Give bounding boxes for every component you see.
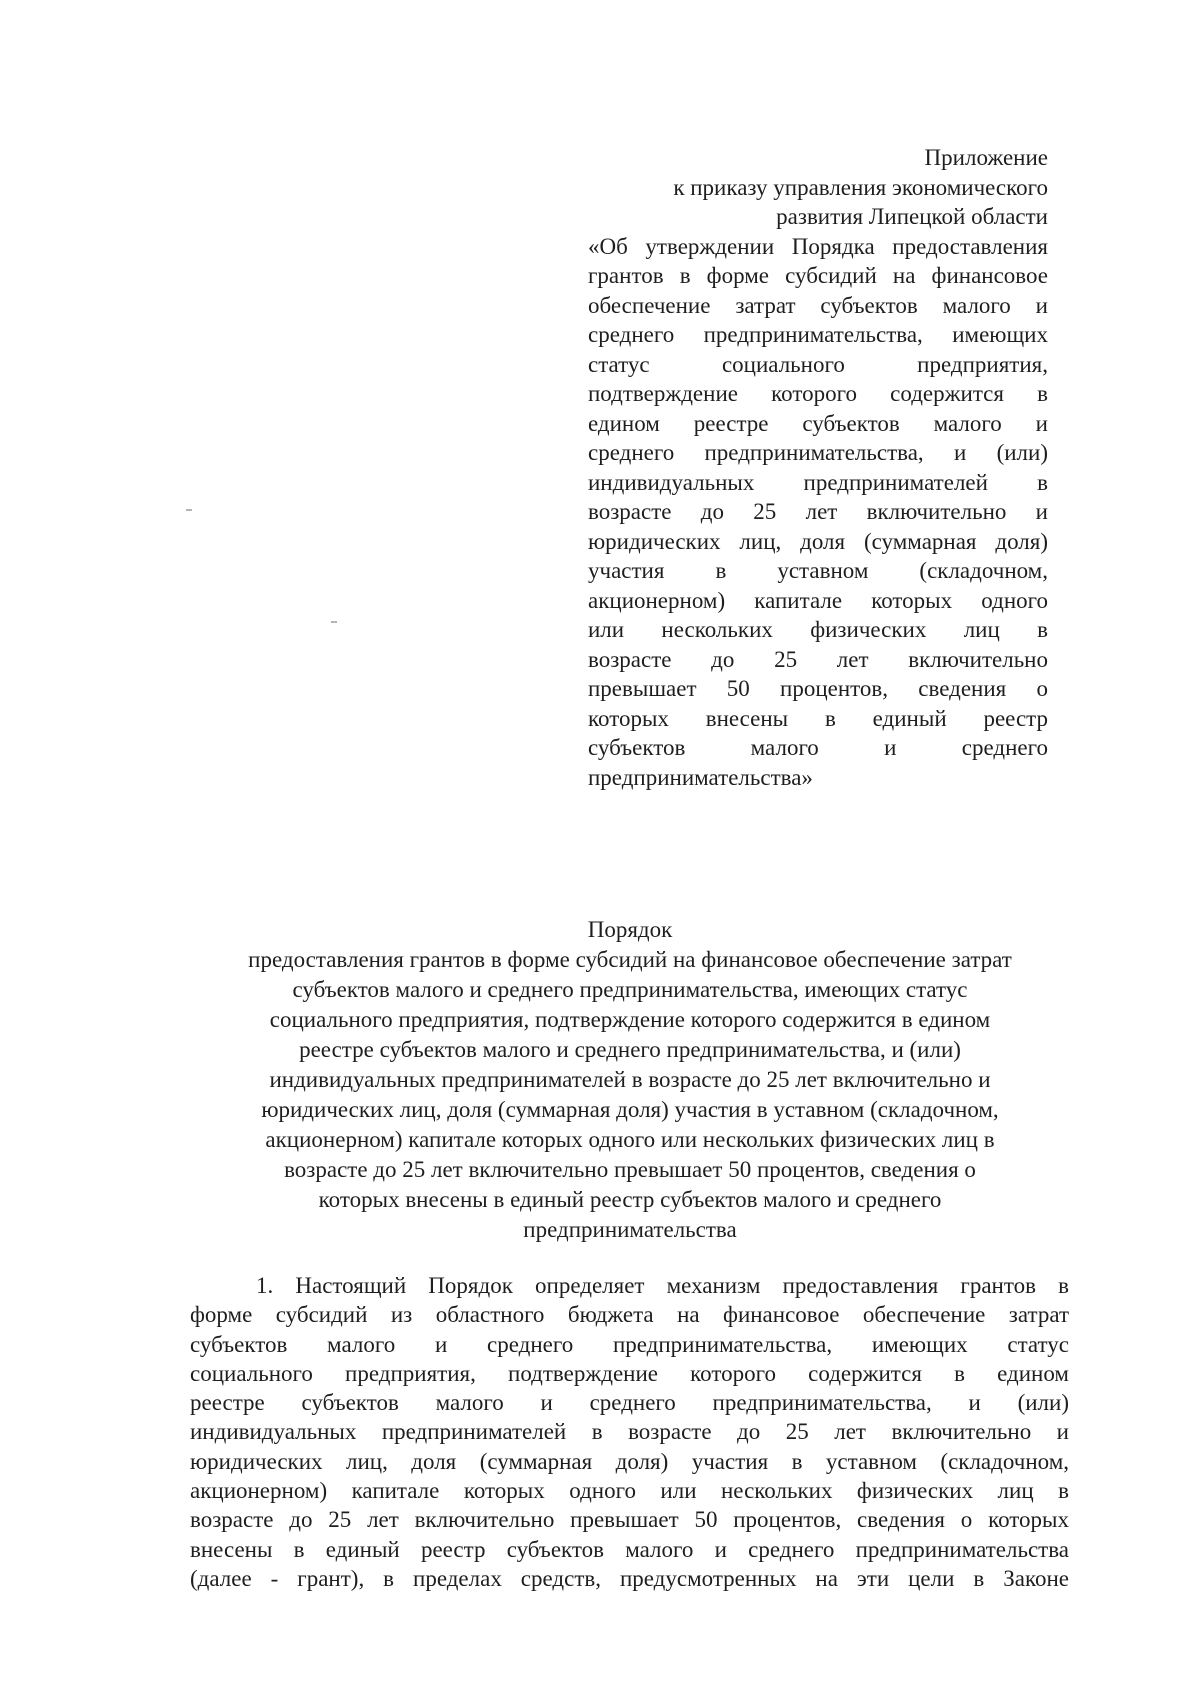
annex-line: статус социального предприятия, xyxy=(588,351,1048,377)
paragraph-line: возрасте до 25 лет включительно превышает 50 процентов, сведения о которых xyxy=(190,1507,1069,1533)
annex-line: превышает 50 процентов, сведения о xyxy=(588,676,1048,701)
paragraph-1 xyxy=(190,1271,1069,1593)
title-line: которых внесены в единый реестр субъектов малого и среднего xyxy=(318,1187,942,1212)
title-line: реестре субъектов малого и среднего предпринимательства, и (или) xyxy=(299,1037,961,1062)
title-line: социального предприятия, подтверждение которого содержится в едином xyxy=(269,1007,991,1032)
paragraph-line: акционерном) капитале которых одного или нескольких физических лиц в xyxy=(190,1478,1069,1504)
annex-line: субъектов малого и среднего xyxy=(588,735,1048,760)
title-line: предпринимательства xyxy=(523,1217,737,1242)
annex-heading: Приложение xyxy=(924,145,1048,170)
annex-line: участия в уставном (складочном, xyxy=(588,558,1048,583)
title-line: возрасте до 25 лет включительно превышает 50 процентов, сведения о xyxy=(284,1157,976,1182)
paragraph-line: (далее - грант), в пределах средств, предусмотренных на эти цели в Законе xyxy=(190,1565,1069,1591)
paragraph-line: индивидуальных предпринимателей в возрасте до 25 лет включительно и xyxy=(190,1419,1069,1445)
annex-line: грантов в форме субсидий на финансовое xyxy=(588,263,1048,288)
annex-line: к приказу управления экономического xyxy=(673,174,1048,200)
title-line: субъектов малого и среднего предпринимательства, имеющих статус xyxy=(292,977,968,1002)
annex-block xyxy=(588,143,1048,792)
scan-speck xyxy=(186,509,192,511)
paragraph-line: внесены в единый реестр субъектов малого и среднего предпринимательства xyxy=(190,1536,1069,1562)
title-line: индивидуальных предпринимателей в возрасте до 25 лет включительно и xyxy=(269,1067,991,1092)
annex-line: или нескольких физических лиц в xyxy=(588,617,1048,642)
paragraph-line: реестре субъектов малого и среднего предпринимательства, и (или) xyxy=(190,1390,1069,1416)
annex-line: индивидуальных предпринимателей в xyxy=(588,469,1048,495)
scan-speck xyxy=(331,621,337,623)
annex-line: юридических лиц, доля (суммарная доля) xyxy=(588,528,1048,554)
annex-line: которых внесены в единый реестр xyxy=(588,705,1048,731)
annex-line: предпринимательства» xyxy=(588,764,813,790)
annex-line: «Об утверждении Порядка предоставления xyxy=(588,233,1048,259)
annex-line: возрасте до 25 лет включительно xyxy=(588,646,1048,672)
title-heading: Порядок xyxy=(587,917,673,942)
title-line: акционерном) капитале которых одного или нескольких физических лиц в xyxy=(265,1127,995,1152)
annex-line: развития Липецкой области xyxy=(776,204,1048,229)
annex-line: акционерном) капитале которых одного xyxy=(588,587,1048,613)
annex-line: среднего предпринимательства, имеющих xyxy=(588,322,1048,347)
paragraph-line: субъектов малого и среднего предпринимательства, имеющих статус xyxy=(190,1331,1069,1357)
annex-line: обеспечение затрат субъектов малого и xyxy=(588,292,1048,318)
paragraph-line: юридических лиц, доля (суммарная доля) участия в уставном (складочном, xyxy=(190,1448,1069,1474)
title-line: юридических лиц, доля (суммарная доля) участия в уставном (складочном, xyxy=(261,1097,999,1122)
annex-line: среднего предпринимательства, и (или) xyxy=(588,440,1048,465)
title-line: предоставления грантов в форме субсидий на финансовое обеспечение затрат xyxy=(248,947,1012,972)
paragraph-line: социального предприятия, подтверждение которого содержится в едином xyxy=(190,1360,1069,1386)
annex-line: едином реестре субъектов малого и xyxy=(588,410,1048,436)
document-title xyxy=(190,915,1070,1245)
annex-line: подтверждение которого содержится в xyxy=(588,381,1048,406)
paragraph-line: форме субсидий из областного бюджета на финансовое обеспечение затрат xyxy=(190,1302,1069,1328)
annex-line: возрасте до 25 лет включительно и xyxy=(588,499,1048,524)
paragraph-line: 1. Настоящий Порядок определяет механизм предоставления грантов в xyxy=(256,1273,1069,1298)
